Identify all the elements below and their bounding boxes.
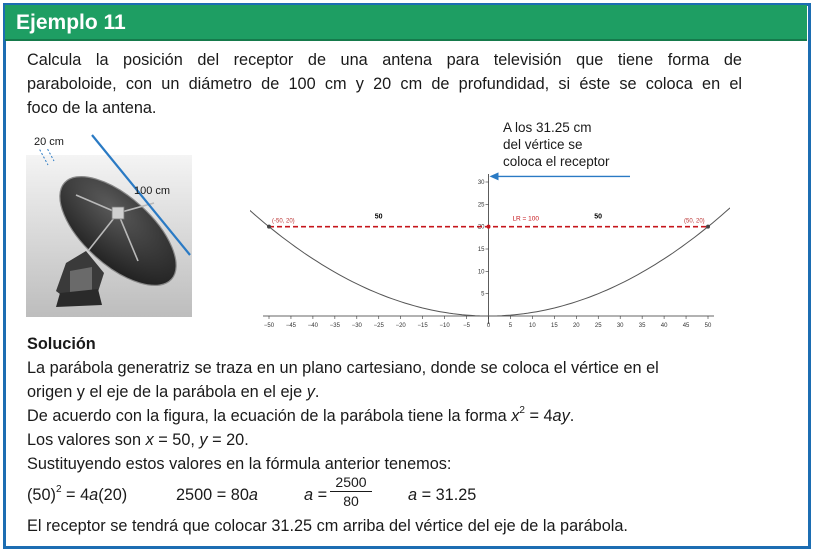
problem-statement — [27, 48, 742, 120]
x-tick-label: −40 — [307, 323, 318, 329]
x-tick-label: 30 — [616, 323, 624, 329]
x-tick-label: −25 — [373, 323, 384, 329]
text: (20) — [98, 486, 128, 504]
text: = 31.25 — [417, 486, 477, 504]
lr-left-label: 50 — [374, 213, 383, 221]
numerator: 2500 — [330, 474, 372, 492]
var-ay: ay — [552, 407, 570, 425]
solution-line — [27, 428, 249, 452]
var-x: x — [145, 431, 154, 449]
x-tick-label: −20 — [395, 323, 406, 329]
text: Los valores son — [27, 431, 146, 449]
y-tick-label: 10 — [477, 269, 485, 276]
text: De acuerdo con la figura, la ecuación de la parábola tiene la forma — [27, 407, 512, 425]
x-tick-label: −35 — [329, 323, 340, 329]
equation-1 — [27, 483, 127, 507]
text: . — [569, 407, 575, 425]
text: = 20. — [207, 431, 249, 449]
text: . — [314, 383, 320, 401]
x-tick-label: −5 — [463, 323, 470, 329]
x-tick-label: 25 — [594, 323, 602, 329]
solution-line: El receptor se tendrá que colocar 31.25 cm arriba del vértice del eje de la parábola. — [27, 517, 628, 535]
text: 2500 = 80 — [176, 486, 249, 504]
equation-4 — [408, 483, 476, 507]
y-tick-label: 30 — [477, 180, 485, 186]
solution-line — [27, 380, 319, 404]
var-a: a — [408, 486, 418, 504]
depth-label: 20 cm — [34, 136, 64, 148]
y-tick-label: 5 — [481, 291, 485, 298]
solution-line: La parábola generatriz se traza en un plano cartesiano, donde se coloca el vértice en el — [27, 359, 659, 377]
equation-3 — [304, 483, 327, 507]
var-x: x — [511, 407, 520, 425]
var-y: y — [199, 431, 208, 449]
lr-label: LR = 100 — [512, 215, 540, 223]
x-tick-label: 10 — [529, 323, 536, 329]
x-tick-label: −30 — [351, 323, 362, 329]
parabola-curve — [250, 208, 730, 316]
diameter-label: 100 cm — [134, 185, 171, 197]
text: = 4 — [61, 486, 90, 504]
exponent: 2 — [519, 405, 525, 416]
x-tick-label: −15 — [417, 323, 428, 329]
point-right-label: (50, 20) — [684, 218, 705, 225]
solution-line — [27, 404, 574, 428]
focus-point — [487, 225, 491, 229]
lr-right-label: 50 — [594, 213, 603, 221]
var-a: a — [248, 486, 258, 504]
fraction — [330, 474, 372, 509]
example-header — [5, 5, 807, 41]
y-tick-label: 25 — [477, 202, 485, 209]
x-tick-label: 20 — [572, 323, 580, 329]
solution-line: Sustituyendo estos valores en la fórmula anterior tenemos: — [27, 455, 452, 473]
x-tick-label: −45 — [285, 323, 297, 329]
x-tick-label: 50 — [704, 323, 712, 329]
y-tick-label: 15 — [477, 247, 485, 253]
x-tick-label: 45 — [682, 323, 690, 329]
example-title: Ejemplo 11 — [16, 11, 126, 34]
point-left-label: (-50, 20) — [272, 218, 295, 225]
statement-line: Calcula la posición del receptor de una antena para televisión que tiene forma de — [27, 51, 742, 69]
y-tick-label: 20 — [477, 224, 485, 231]
x-tick-label: 40 — [660, 323, 668, 329]
x-tick-label: 15 — [551, 323, 558, 329]
x-tick-label: −50 — [263, 323, 275, 329]
solution-title: Solución — [27, 335, 96, 353]
antenna-photo — [26, 133, 192, 317]
annotation-line: A los 31.25 cm — [503, 120, 592, 135]
receptor-annotation — [503, 120, 610, 169]
var-y: y — [306, 383, 315, 401]
denominator: 80 — [343, 493, 359, 509]
annotation-line: coloca el receptor — [503, 154, 610, 169]
annotation-line: del vértice se — [503, 137, 583, 152]
y-axis-ticks — [478, 180, 489, 298]
x-tick-label: 5 — [508, 323, 513, 329]
x-tick-label: 0 — [486, 323, 491, 329]
exponent: 2 — [55, 484, 62, 495]
x-axis-ticks — [264, 316, 712, 329]
var-a: a — [304, 486, 314, 504]
text: = 50, — [153, 431, 200, 449]
point-right — [706, 225, 710, 229]
statement-line: foco de la antena. — [27, 99, 157, 117]
var-a: a — [89, 486, 99, 504]
receptor-arrow-head — [490, 172, 499, 180]
x-tick-label: 35 — [638, 323, 646, 329]
text: = 4 — [524, 407, 553, 425]
text: (50) — [27, 486, 56, 504]
equation-2 — [176, 483, 258, 507]
text: origen y el eje de la parábola en el eje — [27, 383, 307, 401]
point-left — [267, 225, 271, 229]
x-tick-label: −10 — [439, 323, 450, 329]
statement-line: paraboloide, con un diámetro de 100 cm y 20 cm de profundidad, si éste se coloca en el — [27, 75, 742, 93]
text: = — [313, 486, 328, 504]
parabola-chart — [250, 120, 730, 330]
